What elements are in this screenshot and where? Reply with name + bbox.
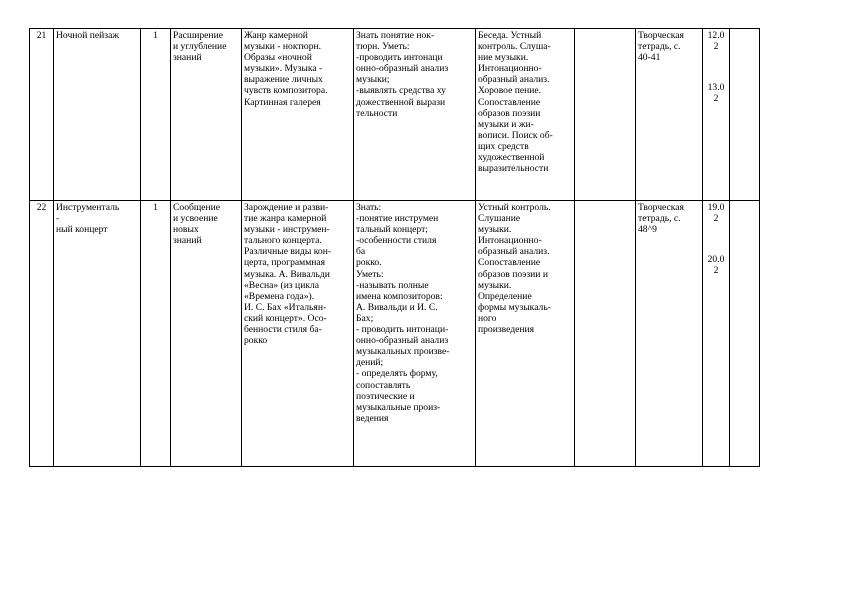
- text-line: Бах;: [356, 312, 374, 324]
- date-line: 12.0: [707, 30, 725, 41]
- text-line: произведения: [478, 324, 535, 336]
- date-spacer: [705, 224, 727, 254]
- text-line: Сообщение: [173, 202, 221, 213]
- lesson-date: [705, 82, 727, 104]
- text-line: Интонационно-: [478, 63, 542, 75]
- text-line: Определение: [478, 290, 532, 302]
- date-line: 2: [713, 93, 719, 105]
- text-line: Различные виды кон-: [244, 246, 332, 258]
- row-number-cell: 21: [30, 29, 54, 201]
- text-line: рокко: [244, 335, 268, 347]
- text-line: сопоставлять: [356, 379, 411, 391]
- text-line: образный анализ.: [478, 246, 550, 258]
- text-line: музыки». Музыка -: [244, 63, 323, 75]
- text-line: Образы «ночной: [244, 52, 312, 64]
- text-line: бенности стиля ба-: [244, 324, 322, 336]
- text-line: знаний: [173, 235, 202, 247]
- text-line: образный анализ.: [478, 74, 550, 86]
- text-line: формы музыкаль-: [478, 301, 551, 313]
- hours-cell: 1: [141, 201, 171, 467]
- text-line: дений;: [356, 357, 384, 369]
- text-line: Жанр камерной: [244, 30, 308, 41]
- lesson-date: [705, 254, 727, 276]
- lesson-date: [705, 30, 727, 52]
- text-line: музыка. А. Вивальди: [244, 268, 330, 280]
- requirements-cell: [354, 201, 476, 467]
- text-line: онно-образный анализ: [356, 335, 449, 347]
- date-spacer: [705, 52, 727, 82]
- text-line: -: [56, 213, 60, 225]
- text-line: образов поэзии: [478, 107, 541, 119]
- row-number-cell: 22: [30, 201, 54, 467]
- text-line: ный концерт: [56, 224, 108, 236]
- lesson-type-cell: [171, 29, 242, 201]
- text-line: Хоровое пение.: [478, 85, 542, 97]
- dates-cell: [703, 29, 730, 201]
- text-line: «Весна» (из цикла: [244, 279, 320, 291]
- requirements-cell: [354, 29, 476, 201]
- topic-cell: [54, 201, 141, 467]
- text-line: и усвоение: [173, 213, 218, 225]
- text-line: художественной: [478, 152, 545, 164]
- note-cell: [730, 201, 760, 467]
- text-line: тие жанра камерной: [244, 213, 327, 225]
- text-line: Творческая: [638, 30, 684, 41]
- content-cell: [242, 29, 354, 201]
- lesson-type-cell: [171, 201, 242, 467]
- text-line: Зарождение и разви-: [244, 202, 329, 213]
- activity-cell: [476, 29, 575, 201]
- homework-cell: [636, 29, 703, 201]
- text-line: Слушание: [478, 213, 521, 225]
- text-line: 40-41: [638, 52, 661, 64]
- text-line: Сопоставление: [478, 96, 541, 108]
- content-cell: [242, 201, 354, 467]
- text-line: ного: [478, 312, 497, 324]
- text-line: тетрадь, с.: [638, 213, 681, 225]
- text-line: Инструменталь: [56, 202, 120, 213]
- text-line: музыки и жи-: [478, 118, 534, 130]
- lesson-date: [705, 202, 727, 224]
- text-line: чувств композитора.: [244, 85, 328, 97]
- text-line: музыкальные произ-: [356, 401, 441, 413]
- text-line: Беседа. Устный: [478, 30, 542, 41]
- text-line: -выявлять средства ху: [356, 85, 446, 97]
- text-line: ведения: [356, 412, 389, 424]
- text-line: музыки - ноктюрн.: [244, 41, 322, 53]
- text-line: Уметь:: [356, 268, 384, 280]
- text-line: -называть полные: [356, 279, 429, 291]
- text-line: Ночной пейзаж: [56, 30, 119, 41]
- activity-cell: [476, 201, 575, 467]
- text-line: поэтические и: [356, 390, 415, 402]
- table-row: [30, 201, 760, 467]
- homework-cell: [636, 201, 703, 467]
- text-line: ский концерт». Осо-: [244, 312, 327, 324]
- text-line: дожественной вырази: [356, 96, 446, 108]
- text-line: новых: [173, 224, 199, 236]
- table-row: [30, 29, 760, 201]
- date-line: 19.0: [707, 202, 725, 213]
- topic-cell: [54, 29, 141, 201]
- text-line: знаний: [173, 52, 202, 64]
- text-line: вописи. Поиск об-: [478, 129, 553, 141]
- extra-cell: [575, 201, 636, 467]
- text-line: музыки - инструмен-: [244, 224, 330, 236]
- date-line: 2: [713, 213, 719, 225]
- text-line: музыки;: [356, 74, 390, 86]
- text-line: -проводить интонаци: [356, 52, 443, 64]
- text-line: тального концерта.: [244, 235, 322, 247]
- date-line: 2: [713, 265, 719, 277]
- text-line: образов поэзии и: [478, 268, 548, 280]
- text-line: Знать понятие нок-: [356, 30, 435, 41]
- text-line: имена композиторов:: [356, 290, 443, 302]
- text-line: тюрн. Уметь:: [356, 41, 410, 53]
- text-line: Творческая: [638, 202, 684, 213]
- text-line: контроль. Слуша-: [478, 41, 551, 53]
- dates-cell: [703, 201, 730, 467]
- extra-cell: [575, 29, 636, 201]
- text-line: Знать:: [356, 202, 382, 213]
- text-line: рокко.: [356, 257, 382, 269]
- text-line: музыки.: [478, 224, 512, 236]
- text-line: -особенности стиля: [356, 235, 437, 247]
- text-line: выражение личных: [244, 74, 323, 86]
- text-line: и углубление: [173, 41, 227, 53]
- text-line: «Времена года»).: [244, 290, 315, 302]
- date-line: 2: [713, 41, 719, 53]
- text-line: ба: [356, 246, 366, 258]
- text-line: тетрадь, с.: [638, 41, 681, 53]
- text-line: тальный концерт;: [356, 224, 428, 236]
- text-line: А. Вивальди и И. С.: [356, 301, 438, 313]
- text-line: щих средств: [478, 140, 529, 152]
- text-line: Картинная галерея: [244, 96, 321, 108]
- table-body: [30, 29, 760, 467]
- hours-cell: 1: [141, 29, 171, 201]
- text-line: онно-образный анализ: [356, 63, 449, 75]
- text-line: - проводить интонаци-: [356, 324, 449, 336]
- note-cell: [730, 29, 760, 201]
- text-line: - определять форму,: [356, 368, 438, 380]
- text-line: -понятие инструмен: [356, 213, 439, 225]
- text-line: ние музыки.: [478, 52, 529, 64]
- text-line: музыкальных произве-: [356, 346, 450, 358]
- text-line: музыки.: [478, 279, 512, 291]
- text-line: Интонационно-: [478, 235, 542, 247]
- text-line: Устный контроль.: [478, 202, 551, 213]
- text-line: И. С. Бах «Итальян-: [244, 301, 327, 313]
- lesson-plan-table: [29, 28, 760, 467]
- text-line: тельности: [356, 107, 398, 119]
- text-line: церта, программная: [244, 257, 326, 269]
- text-line: 48^9: [638, 224, 657, 236]
- date-line: 13.0: [707, 82, 725, 94]
- text-line: Сопоставление: [478, 257, 541, 269]
- text-line: выразительности: [478, 163, 549, 175]
- text-line: Расширение: [173, 30, 223, 41]
- date-line: 20.0: [707, 254, 725, 266]
